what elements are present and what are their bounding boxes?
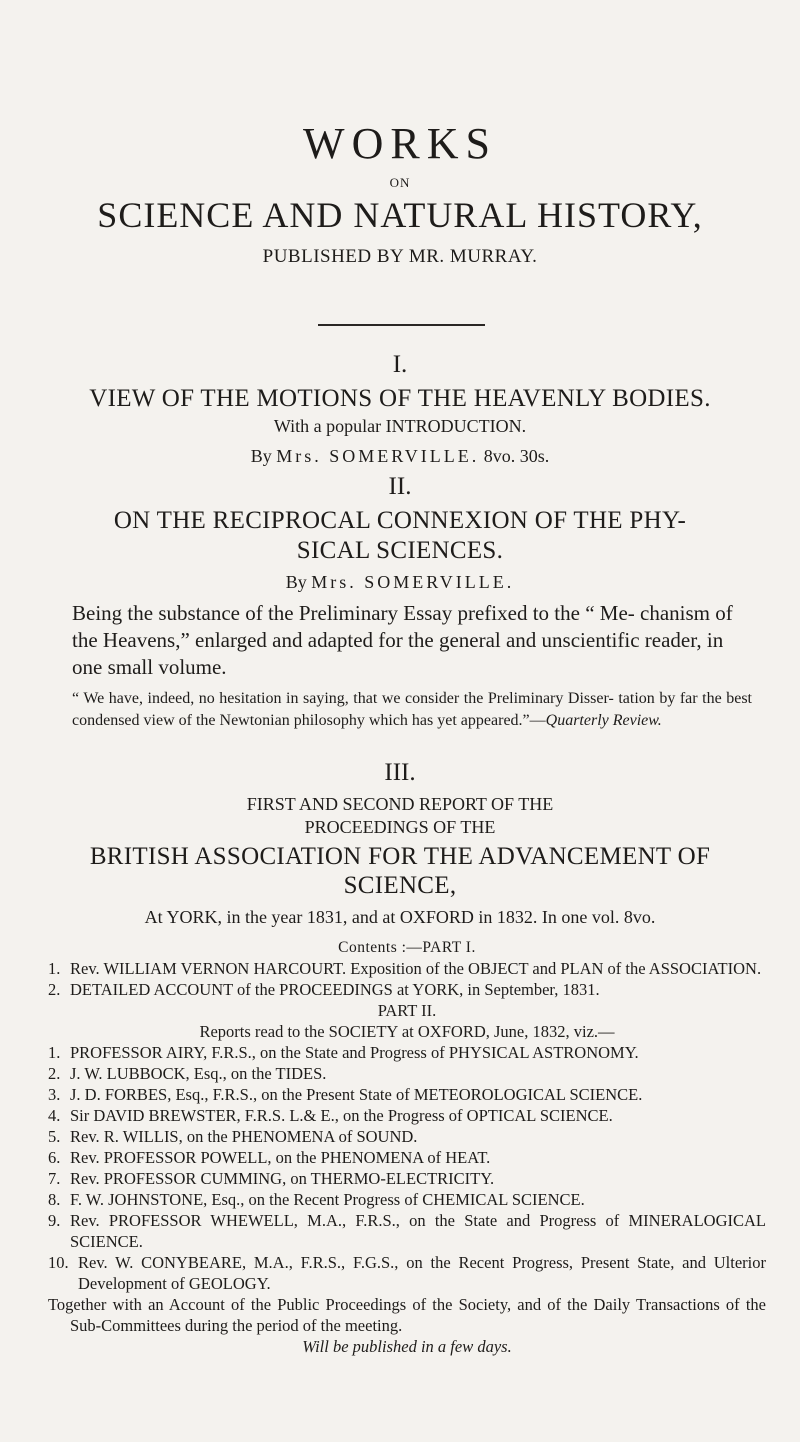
- work-3-title-line-1: FIRST AND SECOND REPORT OF THE: [246, 794, 554, 814]
- work-2-by: By: [285, 572, 307, 592]
- title-connector: ON: [389, 175, 411, 190]
- list-item: 6. Rev. PROFESSOR POWELL, on the PHENOMENA of HEAT.: [48, 1148, 491, 1167]
- work-3-title-line-4: SCIENCE,: [343, 872, 457, 899]
- list-item: 2. DETAILED ACCOUNT of the PROCEEDINGS at YORK, in September, 1831.: [48, 980, 600, 999]
- review-quote-text: “ We have, indeed, no hesitation in saying, that we consider the Preliminary Disser- tation by far the best condensed view of the Newtonian philosophy which has yet appeared.”—: [72, 690, 752, 729]
- publisher-line: PUBLISHED BY MR. MURRAY.: [262, 246, 538, 267]
- list-item: 3. J. D. FORBES, Esq., F.R.S., on the Present State of METEOROLOGICAL SCIENCE.: [48, 1085, 643, 1104]
- reports-intro: Reports read to the SOCIETY at OXFORD, June, 1832, viz.—: [199, 1022, 615, 1041]
- work-2-author-line: [0, 570, 800, 594]
- list-item: 5. Rev. R. WILLIS, on the PHENOMENA of SOUND.: [48, 1127, 418, 1146]
- work-3-title-line-2: PROCEEDINGS OF THE: [304, 817, 496, 837]
- list-item: 9. Rev. PROFESSOR WHEWELL, M.A., F.R.S., on the State and Progress of MINERALOGICAL SCIENCE.: [48, 1211, 766, 1251]
- contents-list: [48, 937, 766, 1357]
- work-1-numeral: I.: [392, 351, 408, 378]
- work-3-details: At YORK, in the year 1831, and at OXFORD in 1832. In one vol. 8vo.: [144, 907, 656, 927]
- page-title: WORKS: [303, 119, 497, 168]
- work-1-author: Mrs. SOMERVILLE.: [276, 446, 480, 466]
- work-2-author: Mrs. SOMERVILLE.: [311, 572, 515, 592]
- divider-rule: [318, 324, 485, 326]
- work-2-numeral: II.: [388, 473, 412, 500]
- list-item: 1. Rev. WILLIAM VERNON HARCOURT. Exposition of the OBJECT and PLAN of the ASSOCIATION.: [48, 959, 762, 978]
- review-source: Quarterly Review.: [545, 712, 662, 729]
- list-item: 10. Rev. W. CONYBEARE, M.A., F.R.S., F.G.S., on the Recent Progress, Present State, and Ulterior Development of GEOLOGY.: [48, 1253, 766, 1293]
- work-1-title: VIEW OF THE MOTIONS OF THE HEAVENLY BODIES.: [89, 385, 711, 412]
- page-subtitle: SCIENCE AND NATURAL HISTORY,: [97, 195, 703, 235]
- work-1-introduction: With a popular INTRODUCTION.: [273, 416, 527, 436]
- list-item: 7. Rev. PROFESSOR CUMMING, on THERMO-ELECTRICITY.: [48, 1169, 495, 1188]
- work-2-title-line-1: ON THE RECIPROCAL CONNEXION OF THE PHY-: [113, 507, 687, 534]
- together-note: Together with an Account of the Public Proceedings of the Society, and of the Daily Transactions of the Sub-Committees during the period of the meeting.: [48, 1295, 766, 1335]
- work-1-format: 8vo. 30s.: [483, 446, 550, 466]
- list-item: 8. F. W. JOHNSTONE, Esq., on the Recent Progress of CHEMICAL SCIENCE.: [48, 1190, 585, 1209]
- work-2-review-quote: [72, 688, 752, 732]
- work-3-title-line-3: BRITISH ASSOCIATION FOR THE ADVANCEMENT OF: [89, 843, 711, 870]
- contents-part-1-label: Contents :—PART I.: [338, 939, 476, 956]
- list-item: 4. Sir DAVID BREWSTER, F.R.S. L.& E., on the Progress of OPTICAL SCIENCE.: [48, 1106, 613, 1125]
- publication-note: Will be published in a few days.: [302, 1337, 512, 1356]
- list-item: 1. PROFESSOR AIRY, F.R.S., on the State and Progress of PHYSICAL ASTRONOMY.: [48, 1043, 639, 1062]
- work-2-description: Being the substance of the Preliminary Essay prefixed to the “ Me- chanism of the Heavens,” enlarged and adapted for the general and unscientific reader, in one small volume.: [72, 601, 733, 679]
- work-3-numeral: III.: [384, 759, 416, 786]
- work-2-title-line-2: SICAL SCIENCES.: [296, 537, 504, 564]
- work-1-author-line: [0, 444, 800, 468]
- work-1-by: By: [250, 446, 272, 466]
- list-item: 2. J. W. LUBBOCK, Esq., on the TIDES.: [48, 1064, 327, 1083]
- contents-part-2-label: PART II.: [377, 1001, 437, 1020]
